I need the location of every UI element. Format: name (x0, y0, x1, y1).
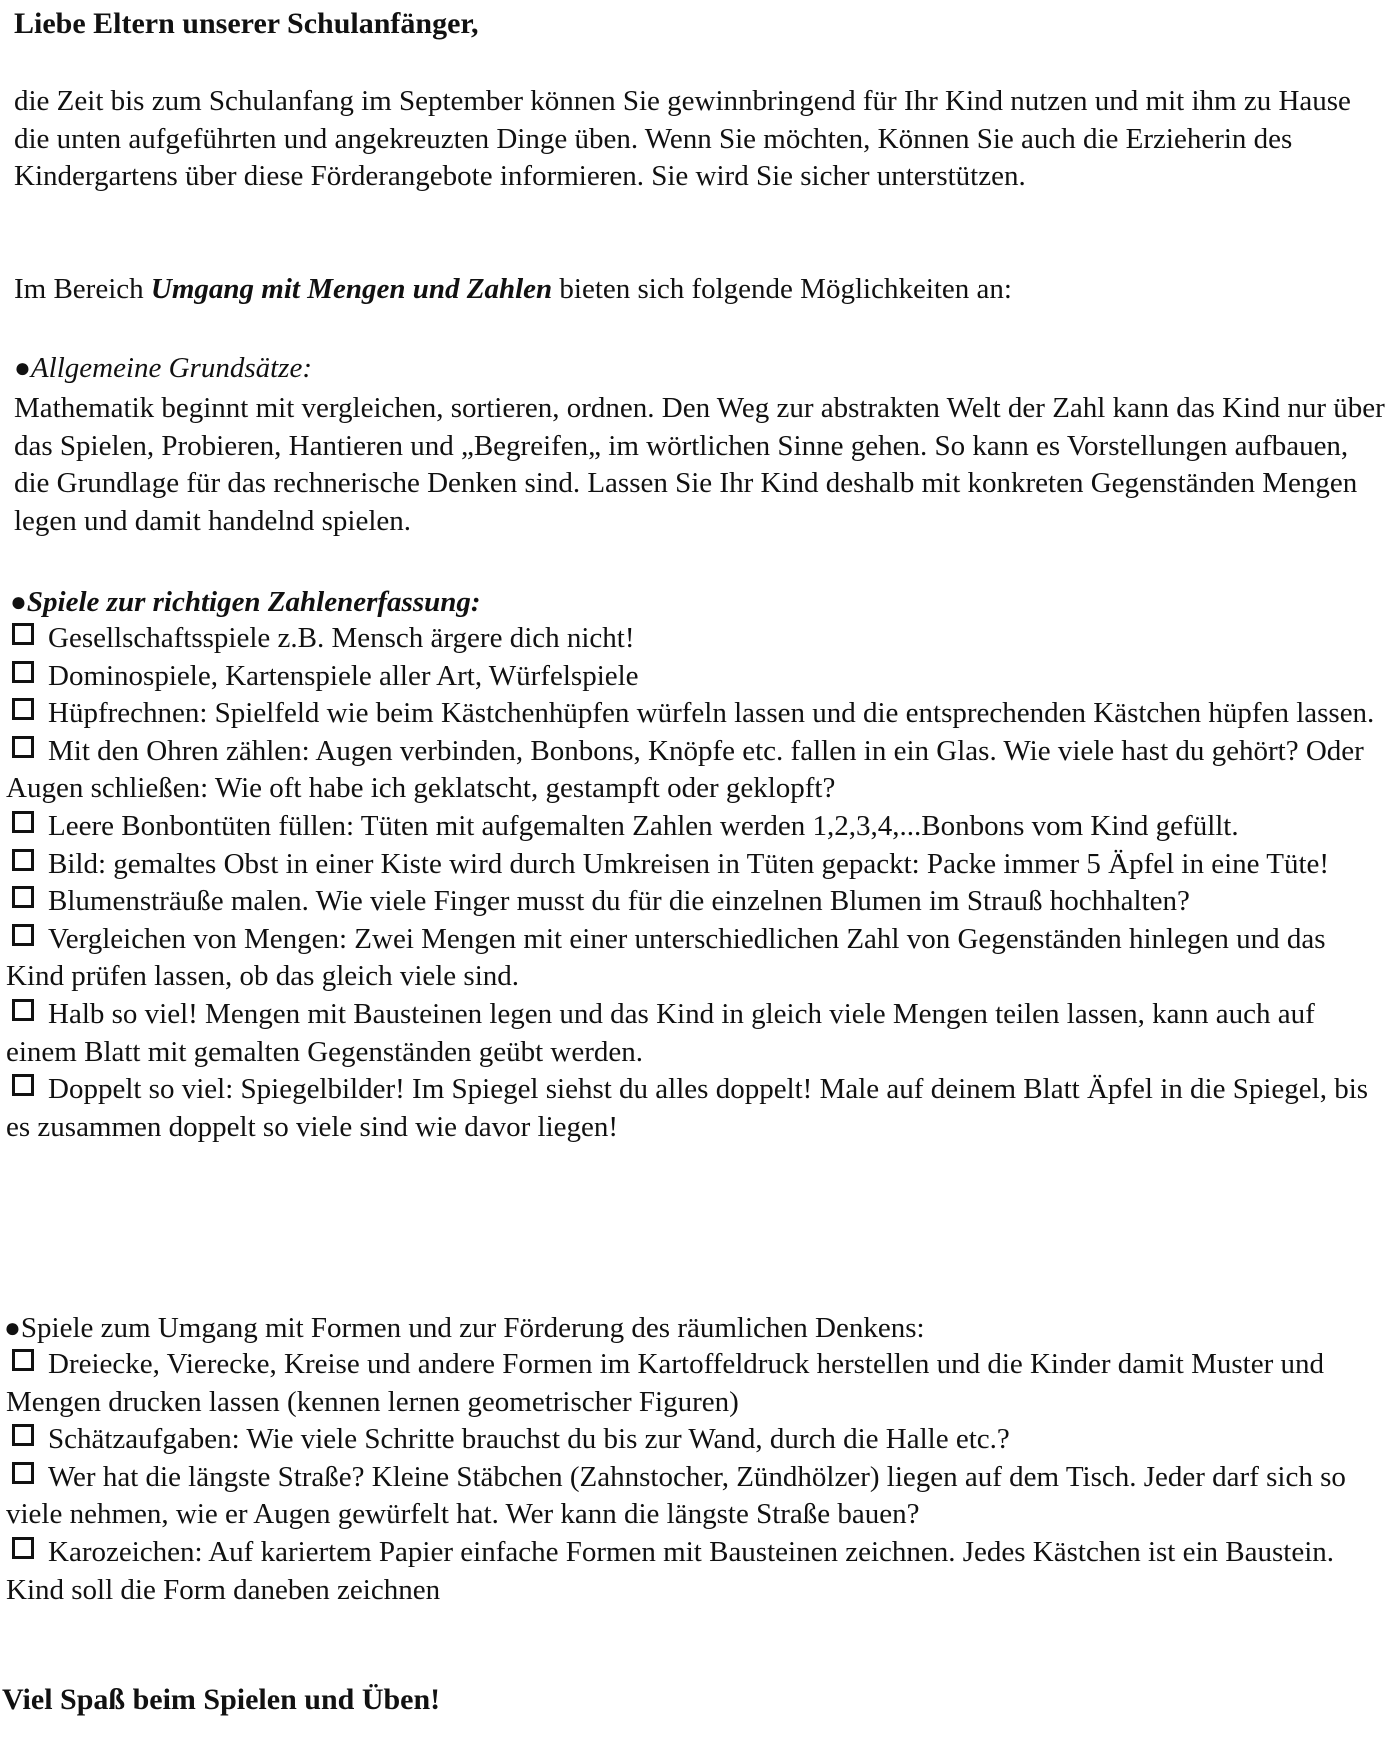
list-item-text: Gesellschaftsspiele z.B. Mensch ärgere dich nicht! (48, 622, 635, 654)
list-item (6, 1459, 1384, 1534)
list-item (6, 1534, 1384, 1609)
allgemein-paragraph: Mathematik beginnt mit vergleichen, sortieren, ordnen. Den Weg zur abstrakten Welt der Zahl kann das Kind nur über das Spielen, Probieren, Hantieren und „Begreifen„ im wörtlichen Sinne gehen. So kann es Vorstellungen aufbauen, die Grundlage für das rechnerische Denken sind. Lassen Sie Ihr Kind deshalb mit konkreten Gegenständen Mengen legen und damit handelnd spielen. (14, 392, 1385, 537)
checkbox-icon (12, 661, 34, 683)
bullet-icon: ● (4, 1313, 21, 1344)
bereich-line (14, 271, 1384, 309)
intro-paragraph: die Zeit bis zum Schulanfang im September können Sie gewinnbringend für Ihr Kind nutzen und mit ihm zu Hause die unten aufgeführten und angekreuzten Dinge üben. Wenn Sie möchten, Können Sie auch die Erzieherin des Kindergartens über diese Förderangebote informieren. Sie wird Sie sicher unterstützen. (14, 85, 1351, 192)
closing-line: Viel Spaß beim Spielen und Üben! (2, 1683, 441, 1716)
list-item (6, 620, 1384, 658)
list-item (6, 733, 1384, 808)
list-item (6, 695, 1384, 733)
allgemein-heading-text: Allgemeine Grundsätze: (30, 352, 313, 384)
list-item (6, 1346, 1384, 1421)
checkbox-icon (12, 698, 34, 720)
list-item (6, 996, 1384, 1071)
list-item-text: Mit den Ohren zählen: Augen verbinden, Bonbons, Knöpfe etc. fallen in ein Glas. Wie viele hast du gehört? Oder Augen schließen: Wie oft habe ich geklatscht, gestampft oder geklopft? (6, 734, 1364, 805)
list-item (6, 921, 1384, 996)
checkbox-icon (12, 924, 34, 946)
checkbox-icon (12, 1074, 34, 1096)
bereich-before: Im Bereich (14, 273, 151, 305)
list-item-text: Blumensträuße malen. Wie viele Finger musst du für die einzelnen Blumen im Strauß hochhalten? (48, 885, 1190, 918)
list-item-text: Dominospiele, Kartenspiele aller Art, Würfelspiele (48, 659, 639, 692)
list-item (6, 1071, 1384, 1146)
checkbox-icon (12, 999, 34, 1021)
salutation: Liebe Eltern unserer Schulanfänger, (14, 7, 479, 40)
list-item-text: Doppelt so viel: Spiegelbilder! Im Spiegel siehst du alles doppelt! Male auf deinem Blatt Äpfel in die Spiegel, bis es zusammen doppelt so viele sind wie davor liegen! (6, 1073, 1369, 1143)
bullet-icon: ● (14, 353, 31, 384)
checkbox-icon (12, 1424, 34, 1446)
list-item (6, 808, 1384, 846)
allgemein-heading (14, 350, 312, 387)
bereich-emphasis: Umgang mit Mengen und Zahlen (150, 273, 553, 305)
zahlen-heading-text: Spiele zur richtigen Zahlenerfassung: (26, 586, 481, 618)
bereich-after: bieten sich folgende Möglichkeiten an: (552, 273, 1012, 305)
checkbox-icon (12, 886, 34, 908)
zahlen-heading (10, 584, 481, 621)
list-item-text: Leere Bonbontüten füllen: Tüten mit aufgemalten Zahlen werden 1,2,3,4,...Bonbons vom Kind gefüllt. (48, 809, 1239, 842)
list-item (6, 1421, 1384, 1459)
list-item-text: Hüpfrechnen: Spielfeld wie beim Kästchenhüpfen würfeln lassen und die entsprechenden Kästchen hüpfen lassen. (48, 697, 1375, 730)
checkbox-icon (12, 623, 34, 645)
list-item-text: Dreiecke, Vierecke, Kreise und andere Formen im Kartoffeldruck herstellen und die Kinder damit Muster und Mengen drucken lassen (kennen lernen geometrischer Figuren) (6, 1348, 1324, 1418)
list-item-text: Wer hat die längste Straße? Kleine Stäbchen (Zahnstocher, Zündhölzer) liegen auf dem Tisch. Jeder darf sich so viele nehmen, wie er Augen gewürfelt hat. Wer kann die längste Straße bauen? (6, 1460, 1346, 1531)
formen-list (6, 1346, 1384, 1609)
checkbox-icon (12, 849, 34, 871)
list-item (6, 658, 1384, 696)
bullet-icon: ● (10, 587, 27, 618)
list-item (6, 846, 1384, 884)
checkbox-icon (12, 1537, 34, 1559)
checkbox-icon (12, 1462, 34, 1484)
list-item (6, 883, 1384, 921)
zahlen-list (6, 620, 1384, 1146)
list-item-text: Karozeichen: Auf kariertem Papier einfache Formen mit Bausteinen zeichnen. Jedes Kästchen ist ein Baustein. Kind soll die Form daneben zeichnen (6, 1535, 1335, 1606)
checkbox-icon (12, 736, 34, 758)
formen-heading-text: Spiele zum Umgang mit Formen und zur Förderung des räumlichen Denkens: (20, 1312, 925, 1344)
list-item-text: Halb so viel! Mengen mit Bausteinen legen und das Kind in gleich viele Mengen teilen lassen, kann auch auf einem Blatt mit gemalten Gegenständen geübt werden. (6, 997, 1315, 1068)
checkbox-icon (12, 1349, 34, 1371)
list-item-text: Bild: gemaltes Obst in einer Kiste wird durch Umkreisen in Tüten gepackt: Packe immer 5 Äpfel in eine Tüte! (48, 847, 1330, 880)
list-item-text: Schätzaufgaben: Wie viele Schritte brauchst du bis zur Wand, durch die Halle etc.? (48, 1423, 1010, 1456)
checkbox-icon (12, 811, 34, 833)
list-item-text: Vergleichen von Mengen: Zwei Mengen mit einer unterschiedlichen Zahl von Gegenständen hinlegen und das Kind prüfen lassen, ob das gleich viele sind. (6, 922, 1326, 993)
formen-heading (4, 1310, 925, 1347)
